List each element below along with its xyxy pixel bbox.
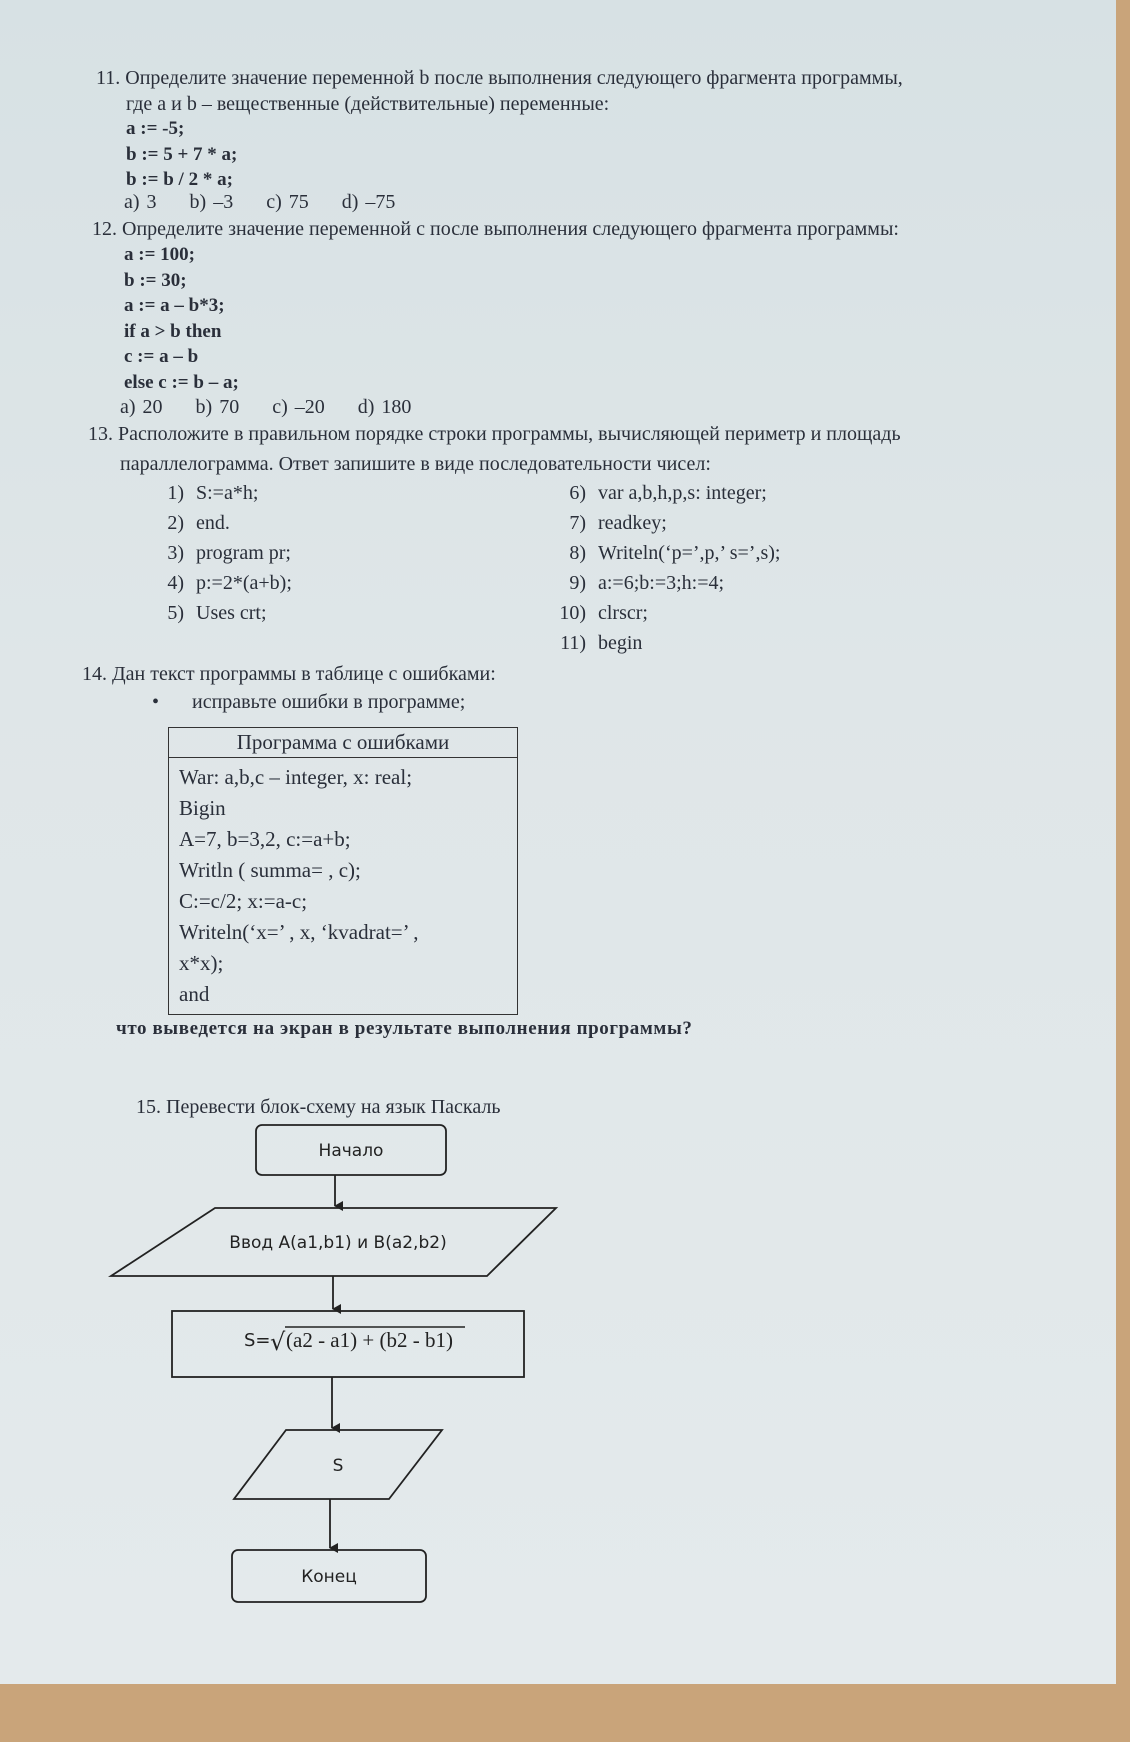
list-item: 3) program pr; [167,542,291,564]
option: b) 70 [195,396,240,418]
q14-bullet: исправьте ошибки в программе; [192,691,466,713]
program-line: War: a,b,c – integer, x: real; [179,765,413,789]
list-item: 10) clrscr; [559,602,648,624]
code-line: b := 5 + 7 * a; [126,143,238,165]
table-header: Программа с ошибками [169,728,518,758]
option: d) 180 [357,396,412,418]
code-line: if a > b then [124,320,222,342]
list-item: 4) p:=2*(a+b); [167,572,292,594]
code-line: a := a – b*3; [124,295,225,316]
list-item: 1) S:=a*h; [167,482,259,504]
list-item: 9) a:=6;b:=3;h:=4; [569,572,725,594]
option: b) –3 [189,191,234,213]
option: d) –75 [341,191,396,213]
program-line: and [179,982,210,1006]
q13-line1: 13. Расположите в правильном порядке строки программы, вычисляющей периметр и площадь [88,423,901,445]
program-line: C:=c/2; x:=a-c; [179,889,308,913]
input-label: Ввод A(a1,b1) и B(a2,b2) [229,1233,447,1253]
option: a) 3 [124,191,157,213]
end-label: Конец [301,1567,357,1587]
q13-line2: параллелограмма. Ответ запишите в виде последовательности чисел: [120,453,711,475]
list-item: 11) begin [560,632,643,654]
formula-prefix: S= [244,1330,271,1351]
list-item: 7) readkey; [569,512,667,534]
output-label: S [332,1456,344,1476]
q12-line1: 12. Определите значение переменной c после выполнения следующего фрагмента программы: [92,218,899,240]
option: c) 75 [266,191,309,213]
code-line: c := a – b [124,346,199,367]
q15-title: 15. Перевести блок-схему на язык Паскаль [136,1096,501,1118]
q11-line1: 11. Определите значение переменной b после выполнения следующего фрагмента программы, [96,67,903,89]
program-line: Writln ( summa= , c); [179,858,361,882]
option: c) –20 [272,396,325,418]
q14-line1: 14. Дан текст программы в таблице с ошибками: [82,663,496,685]
code-line: a := -5; [126,118,185,139]
bullet-icon: • [152,691,160,713]
program-line: x*x); [179,951,224,975]
formula-expression: (a2 - a1) + (b2 - b1) [286,1328,453,1352]
code-line: b := 30; [124,269,187,291]
code-line: else c := b – a; [124,371,239,393]
sqrt-icon: √ [270,1328,286,1356]
list-item: 6) var a,b,h,p,s: integer; [569,482,767,504]
q11-line2: где a и b – вещественные (действительные) переменные: [126,93,610,115]
program-line: Writeln(‘x=’ , x, ‘kvadrat=’ , [179,920,419,944]
list-item: 8) Writeln(‘p=’,p,’ s=’,s); [569,542,781,564]
list-item: 2) end. [167,512,230,534]
code-line: b := b / 2 * a; [126,169,233,190]
start-label: Начало [318,1141,384,1161]
code-line: a := 100; [124,244,195,265]
program-line: Bigin [179,796,226,820]
list-item: 5) Uses crt; [167,602,267,624]
q14-question: что выведется на экран в результате выполнения программы? [116,1018,693,1039]
option: a) 20 [120,396,163,418]
program-line: A=7, b=3,2, c:=a+b; [179,827,351,851]
